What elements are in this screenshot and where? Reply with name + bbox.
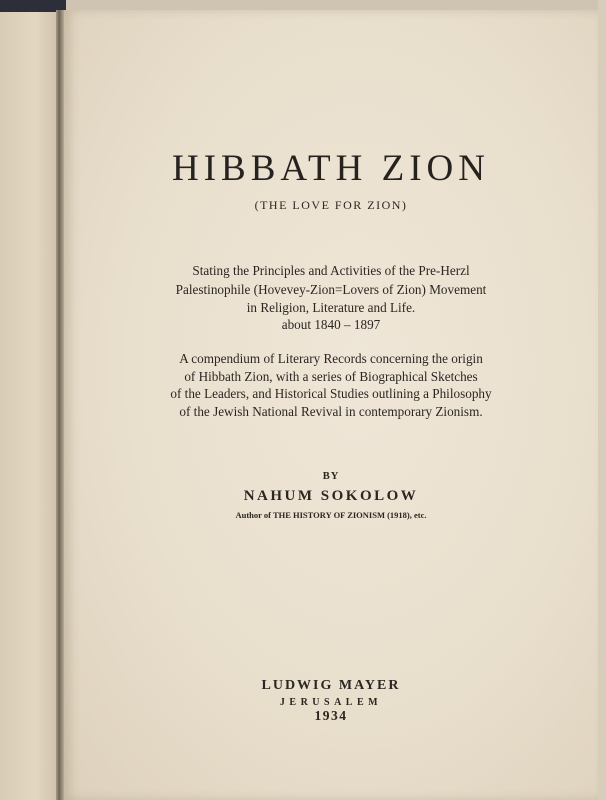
- publication-year: 1934: [314, 708, 348, 723]
- compendium-line: of Hibbath Zion, with a series of Biographical Sketches: [184, 368, 478, 384]
- compendium-paragraph: [64, 350, 598, 420]
- title-page: [64, 10, 598, 800]
- left-page: [0, 12, 61, 800]
- author-name: NAHUM SOKOLOW: [243, 488, 419, 504]
- description-line: in Religion, Literature and Life.: [246, 300, 416, 315]
- compendium-line: A compendium of Literary Records concerning the origin: [179, 351, 483, 366]
- description-paragraph: [64, 262, 598, 318]
- date-range: about 1840 – 1897: [281, 317, 381, 332]
- author-credits: Author of THE HISTORY OF ZIONISM (1918), etc.: [235, 510, 427, 520]
- description-line: Palestinophile (Hovevey-Zion=Lovers of Zion) Movement: [175, 281, 487, 297]
- book-subtitle: (THE LOVE FOR ZION): [254, 198, 408, 212]
- publisher-name: LUDWIG MAYER: [261, 678, 401, 693]
- compendium-line: of the Leaders, and Historical Studies outlining a Philosophy: [170, 386, 492, 401]
- description-line: Stating the Principles and Activities of the Pre-Herzl: [192, 263, 470, 278]
- right-edge: [598, 0, 606, 800]
- by-label: BY: [322, 471, 340, 482]
- book-title: HIBBATH ZION: [172, 148, 490, 189]
- publication-city: JERUSALEM: [279, 697, 383, 708]
- compendium-line: of the Jewish National Revival in contemporary Zionism.: [179, 403, 483, 419]
- book-spine: [56, 10, 64, 800]
